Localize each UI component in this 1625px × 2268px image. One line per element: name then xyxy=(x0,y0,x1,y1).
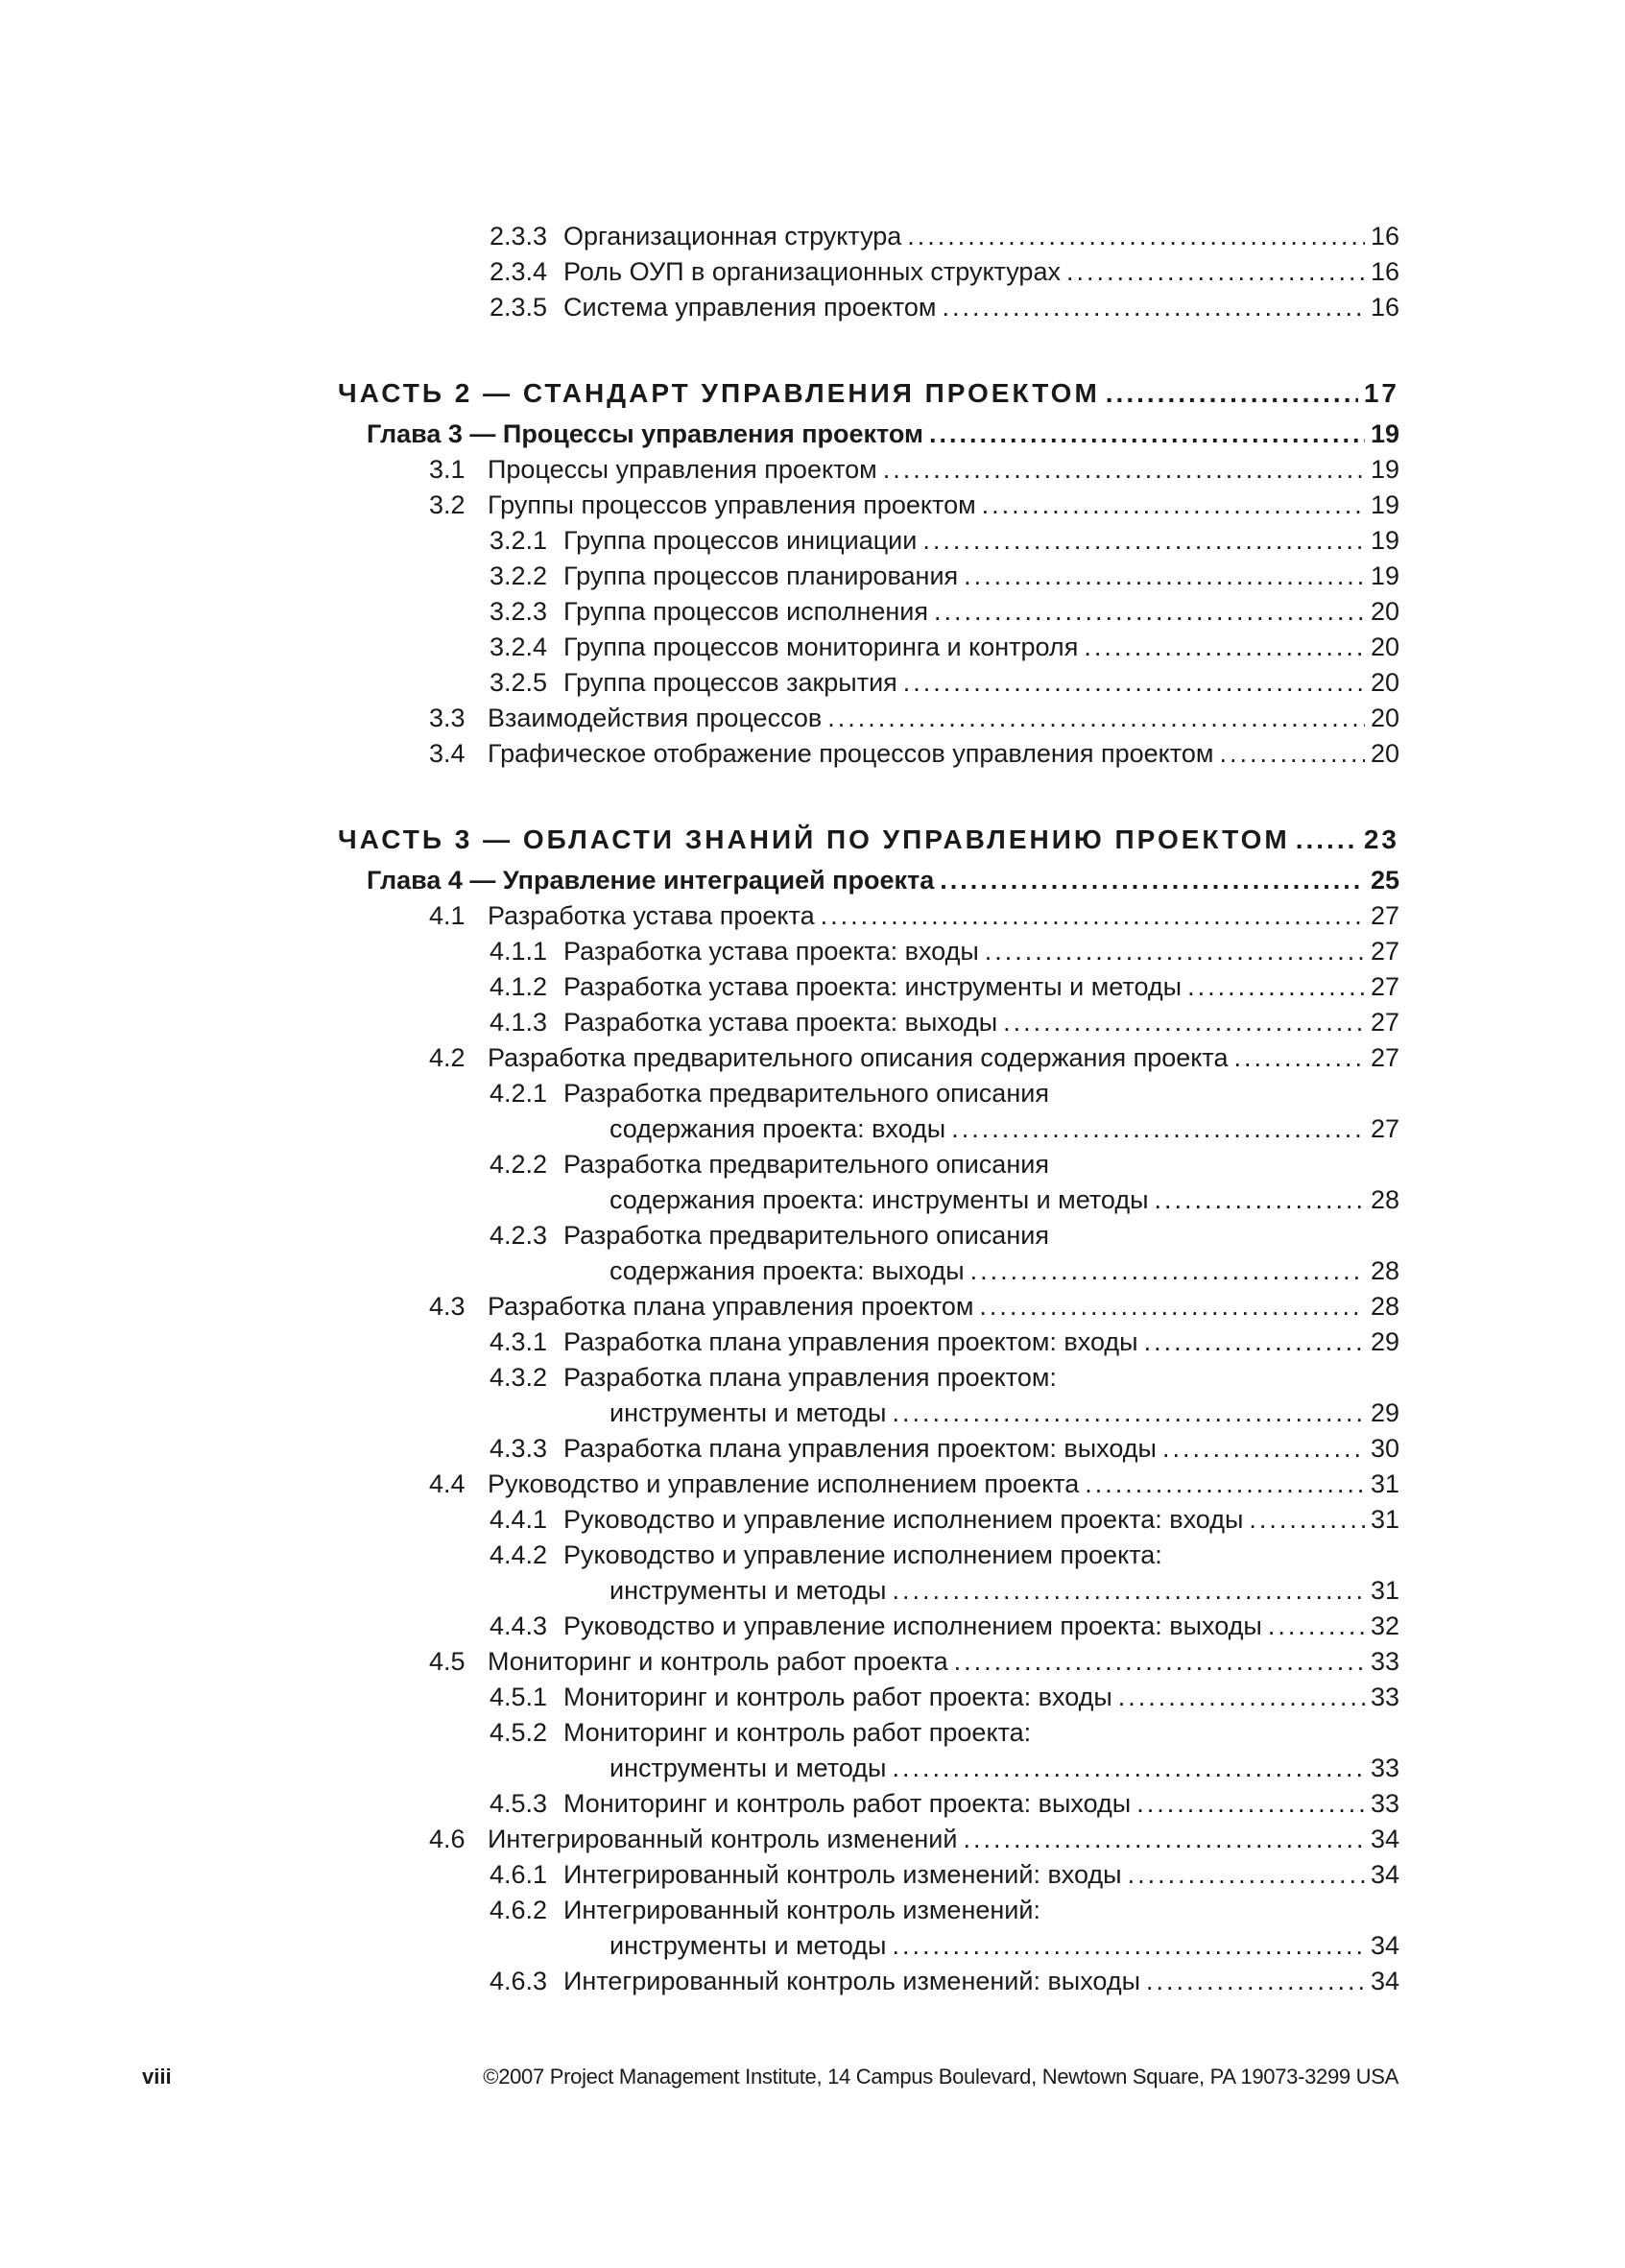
toc-chapter-entry[interactable] xyxy=(338,863,1399,898)
toc-entry-title: Группа процессов закрытия xyxy=(563,668,897,697)
toc-entry-number: 3.2.5 xyxy=(490,668,548,697)
toc-entry-number: 4.6.3 xyxy=(490,1967,548,1995)
toc-entry-title: Руководство и управление исполнением проекта: выходы xyxy=(563,1611,1262,1640)
toc-entry-title: Разработка предварительного описания xyxy=(563,1221,1049,1250)
toc-part-entry[interactable] xyxy=(338,817,1399,863)
toc-entry-title: Организационная структура xyxy=(563,222,902,251)
toc-entry-number: 4.4.1 xyxy=(490,1505,548,1534)
toc-page-number: 19 xyxy=(1370,455,1399,484)
toc-page-number: 32 xyxy=(1370,1611,1399,1640)
toc-entry[interactable] xyxy=(338,701,1399,736)
toc-entry[interactable] xyxy=(338,452,1399,488)
toc-entry-number: 4.1.3 xyxy=(490,1008,548,1037)
toc-entry-number: 2.3.4 xyxy=(490,257,548,286)
copyright-notice: ©2007 Project Management Institute, 14 Campus Boulevard, Newtown Square, PA 19073-3299 USA xyxy=(483,2065,1398,2089)
toc-page-number: 28 xyxy=(1370,1256,1399,1285)
toc-page-number: 34 xyxy=(1370,1931,1399,1960)
toc-entry-title: Группа процессов исполнения xyxy=(563,597,928,626)
toc-entry[interactable] xyxy=(338,1644,1399,1680)
toc-page-number: 29 xyxy=(1370,1398,1399,1427)
toc-entry-number: 3.1 xyxy=(429,455,466,484)
toc-page-number: 27 xyxy=(1370,1008,1399,1037)
dot-leader xyxy=(982,488,1365,523)
toc-page-number: 33 xyxy=(1370,1789,1399,1818)
toc-entry[interactable] xyxy=(338,1218,1399,1253)
toc-entry-number: 4.3 xyxy=(429,1292,466,1321)
toc-entry-number: 3.2.2 xyxy=(490,561,548,590)
toc-page-number: 31 xyxy=(1370,1576,1399,1605)
toc-entry-number: 4.3.3 xyxy=(490,1434,548,1463)
toc-entry-title: Процессы управления проектом xyxy=(488,455,877,484)
toc-entry-number: 4.6.1 xyxy=(490,1860,548,1889)
dot-leader xyxy=(1219,736,1365,772)
dot-leader xyxy=(942,290,1365,325)
toc-entry[interactable] xyxy=(338,1822,1399,1857)
toc-page-number: 30 xyxy=(1370,1434,1399,1463)
toc-page-number: 28 xyxy=(1370,1185,1399,1214)
toc-entry-title: Мониторинг и контроль работ проекта: входы xyxy=(563,1683,1112,1711)
toc-entry-title: Группа процессов инициации xyxy=(563,526,918,555)
toc-entry-title: Разработка устава проекта xyxy=(488,901,815,930)
dot-leader xyxy=(951,1111,1365,1147)
toc-entry[interactable] xyxy=(338,898,1399,934)
toc-entry-number: 4.1 xyxy=(429,901,466,930)
toc-entry-number: 3.2 xyxy=(429,490,466,519)
toc-page-number: 16 xyxy=(1370,293,1399,322)
toc-entry-title: Разработка плана управления проектом xyxy=(488,1292,974,1321)
toc-page-number: 33 xyxy=(1370,1647,1399,1676)
toc-entry-number: 4.6.2 xyxy=(490,1896,548,1924)
toc-entry[interactable] xyxy=(338,630,1399,665)
toc-entry-title: Взаимодействия процессов xyxy=(488,704,823,732)
toc-page-number: 33 xyxy=(1370,1683,1399,1711)
toc-entry-title: Интегрированный контроль изменений: xyxy=(563,1896,1040,1924)
toc-entry[interactable] xyxy=(338,1680,1399,1715)
toc-entry-title: Разработка предварительного описания xyxy=(563,1079,1049,1108)
toc-entry-title: Роль ОУП в организационных структурах xyxy=(563,257,1061,286)
toc-entry[interactable] xyxy=(338,1182,1399,1218)
toc-entry-title: Мониторинг и контроль работ проекта: xyxy=(563,1718,1032,1747)
toc-entry[interactable] xyxy=(338,969,1399,1005)
toc-page-number: 16 xyxy=(1370,257,1399,286)
dot-leader xyxy=(1136,1786,1365,1822)
toc-entry-number: 4.4 xyxy=(429,1469,466,1498)
toc-entry-title: содержания проекта: инструменты и методы xyxy=(609,1185,1149,1214)
dot-leader xyxy=(1085,1467,1365,1502)
toc-entry[interactable] xyxy=(338,1467,1399,1502)
dot-leader xyxy=(1146,1964,1365,1999)
toc-page-number: 23 xyxy=(1363,824,1399,854)
dot-leader xyxy=(970,1253,1365,1289)
dot-leader xyxy=(963,1822,1364,1857)
toc-part-entry[interactable] xyxy=(338,370,1399,417)
toc-entry[interactable] xyxy=(338,1786,1399,1822)
dot-leader xyxy=(883,452,1365,488)
toc-entry[interactable] xyxy=(338,1005,1399,1040)
toc-entry[interactable] xyxy=(338,219,1399,254)
dot-leader xyxy=(1162,1431,1365,1467)
toc-entry[interactable] xyxy=(338,1289,1399,1325)
toc-entry[interactable] xyxy=(338,1360,1399,1396)
toc-page-number: 27 xyxy=(1370,1043,1399,1072)
toc-entry[interactable] xyxy=(338,736,1399,772)
dot-leader xyxy=(1187,969,1365,1005)
toc-entry-number: 3.3 xyxy=(429,704,466,732)
toc-entry[interactable] xyxy=(338,1538,1399,1573)
toc-entry-title: Разработка устава проекта: инструменты и методы xyxy=(563,972,1183,1001)
toc-entry-number: 4.3.2 xyxy=(490,1363,548,1392)
toc-entry-number: 4.5.1 xyxy=(490,1683,548,1711)
toc-entry[interactable] xyxy=(338,665,1399,701)
toc-page-number: 20 xyxy=(1370,704,1399,732)
toc-entry-title: Графическое отображение процессов управления проектом xyxy=(488,739,1214,768)
toc-entry-title: Мониторинг и контроль работ проекта xyxy=(488,1647,948,1676)
toc-entry-title: содержания проекта: выходы xyxy=(609,1256,965,1285)
dot-leader xyxy=(1106,370,1358,417)
toc-entry-title: Разработка плана управления проектом: xyxy=(563,1363,1057,1392)
table-of-contents xyxy=(338,219,1399,1999)
toc-entry-number: 3.4 xyxy=(429,739,466,768)
dot-leader xyxy=(929,417,1365,452)
toc-entry-number: 2.3.5 xyxy=(490,293,548,322)
dot-leader xyxy=(1144,1325,1365,1360)
toc-entry-number: 2.3.3 xyxy=(490,222,548,251)
toc-page-number: 25 xyxy=(1370,866,1399,895)
toc-entry-title: Глава 3 — Процессы управления проектом xyxy=(367,419,923,448)
dot-leader xyxy=(907,219,1365,254)
toc-page-number: 20 xyxy=(1370,668,1399,697)
toc-page-number: 19 xyxy=(1370,419,1399,448)
dot-leader xyxy=(821,898,1365,934)
toc-page-number: 27 xyxy=(1370,937,1399,966)
toc-entry-number: 4.4.3 xyxy=(490,1611,548,1640)
toc-entry-title: Группа процессов мониторинга и контроля xyxy=(563,633,1079,661)
toc-entry-number: 4.5.2 xyxy=(490,1718,548,1747)
dot-leader xyxy=(1155,1182,1365,1218)
toc-entry-number: 4.4.2 xyxy=(490,1540,548,1569)
toc-page-number: 19 xyxy=(1370,526,1399,555)
toc-entry-title: Группы процессов управления проектом xyxy=(488,490,976,519)
toc-entry[interactable] xyxy=(338,1715,1399,1751)
toc-entry[interactable] xyxy=(338,1609,1399,1644)
toc-entry[interactable] xyxy=(338,1502,1399,1538)
dot-leader xyxy=(1249,1502,1365,1538)
toc-entry-title: Глава 4 — Управление интеграцией проекта xyxy=(367,866,935,895)
toc-entry[interactable] xyxy=(338,1573,1399,1609)
toc-page-number: 28 xyxy=(1370,1292,1399,1321)
dot-leader xyxy=(934,594,1365,630)
toc-entry[interactable] xyxy=(338,594,1399,630)
dot-leader xyxy=(1296,817,1358,863)
toc-page-number: 27 xyxy=(1370,972,1399,1001)
toc-entry[interactable] xyxy=(338,523,1399,559)
toc-entry[interactable] xyxy=(338,1147,1399,1182)
toc-entry-number: 4.5 xyxy=(429,1647,466,1676)
dot-leader xyxy=(979,1289,1365,1325)
toc-entry-number: 4.1.1 xyxy=(490,937,548,966)
toc-page-number: 20 xyxy=(1370,633,1399,661)
dot-leader xyxy=(922,523,1365,559)
toc-entry-title: Система управления проектом xyxy=(563,293,937,322)
toc-entry-title: содержания проекта: входы xyxy=(609,1114,946,1143)
dot-leader xyxy=(892,1928,1365,1964)
toc-page-number: 33 xyxy=(1370,1754,1399,1782)
dot-leader xyxy=(892,1573,1365,1609)
toc-page-number: 34 xyxy=(1370,1825,1399,1853)
toc-entry-title: Группа процессов планирования xyxy=(563,561,959,590)
toc-entry-number: 4.3.1 xyxy=(490,1327,548,1356)
section-gap xyxy=(338,325,1399,354)
toc-entry-title: Руководство и управление исполнением проекта: входы xyxy=(563,1505,1244,1534)
toc-entry[interactable] xyxy=(338,1111,1399,1147)
toc-page-number: 34 xyxy=(1370,1860,1399,1889)
dot-leader xyxy=(892,1396,1365,1431)
dot-leader xyxy=(903,665,1365,701)
toc-entry-title: Руководство и управление исполнением проекта: xyxy=(563,1540,1162,1569)
toc-entry-title: Разработка плана управления проектом: выходы xyxy=(563,1434,1157,1463)
toc-entry-title: Руководство и управление исполнением проекта xyxy=(488,1469,1080,1498)
section-gap xyxy=(338,772,1399,800)
dot-leader xyxy=(940,863,1365,898)
toc-page-number: 27 xyxy=(1370,901,1399,930)
toc-entry-title: Разработка предварительного описания содержания проекта xyxy=(488,1043,1229,1072)
toc-entry-title: инструменты и методы xyxy=(609,1576,887,1605)
toc-entry-number: 4.2.2 xyxy=(490,1150,548,1179)
toc-page-number: 29 xyxy=(1370,1327,1399,1356)
toc-page-number: 20 xyxy=(1370,597,1399,626)
toc-entry-number: 3.2.3 xyxy=(490,597,548,626)
dot-leader xyxy=(954,1644,1365,1680)
toc-entry[interactable] xyxy=(338,1928,1399,1964)
toc-page-number: 19 xyxy=(1370,561,1399,590)
toc-entry[interactable] xyxy=(338,1325,1399,1360)
toc-entry-title: инструменты и методы xyxy=(609,1931,887,1960)
toc-entry[interactable] xyxy=(338,1431,1399,1467)
toc-entry[interactable] xyxy=(338,1893,1399,1928)
toc-chapter-entry[interactable] xyxy=(338,417,1399,452)
toc-page-number: 34 xyxy=(1370,1967,1399,1995)
toc-entry-title: Интегрированный контроль изменений xyxy=(488,1825,958,1853)
toc-entry-title: Интегрированный контроль изменений: выходы xyxy=(563,1967,1140,1995)
toc-entry[interactable] xyxy=(338,1396,1399,1431)
toc-page-number: 27 xyxy=(1370,1114,1399,1143)
dot-leader xyxy=(1084,630,1365,665)
toc-entry-title: Интегрированный контроль изменений: входы xyxy=(563,1860,1122,1889)
toc-page-number: 16 xyxy=(1370,222,1399,251)
toc-entry-number: 4.1.2 xyxy=(490,972,548,1001)
toc-entry-title: ЧАСТЬ 2 — СТАНДАРТ УПРАВЛЕНИЯ ПРОЕКТОМ xyxy=(338,378,1100,408)
toc-page-number: 31 xyxy=(1370,1469,1399,1498)
toc-entry-title: Разработка устава проекта: входы xyxy=(563,937,979,966)
toc-entry[interactable] xyxy=(338,1253,1399,1289)
dot-leader xyxy=(892,1751,1365,1786)
toc-entry[interactable] xyxy=(338,934,1399,969)
dot-leader xyxy=(1066,254,1365,290)
dot-leader xyxy=(1003,1005,1365,1040)
toc-entry-number: 4.6 xyxy=(429,1825,466,1853)
toc-page-number: 17 xyxy=(1363,378,1399,408)
page-number: viii xyxy=(142,2065,172,2089)
toc-entry[interactable] xyxy=(338,488,1399,523)
dot-leader xyxy=(964,559,1365,594)
toc-entry-number: 3.2.1 xyxy=(490,526,548,555)
toc-entry-number: 4.2.1 xyxy=(490,1079,548,1108)
toc-entry[interactable] xyxy=(338,1751,1399,1786)
toc-entry-title: инструменты и методы xyxy=(609,1754,887,1782)
toc-entry-title: Мониторинг и контроль работ проекта: выходы xyxy=(563,1789,1132,1818)
toc-entry-title: Разработка устава проекта: выходы xyxy=(563,1008,998,1037)
dot-leader xyxy=(827,701,1365,736)
toc-page-number: 31 xyxy=(1370,1505,1399,1534)
dot-leader xyxy=(1234,1040,1365,1076)
toc-entry[interactable] xyxy=(338,1857,1399,1893)
toc-entry[interactable] xyxy=(338,1964,1399,1999)
dot-leader xyxy=(1128,1857,1365,1893)
dot-leader xyxy=(1118,1680,1365,1715)
toc-entry-title: ЧАСТЬ 3 — ОБЛАСТИ ЗНАНИЙ ПО УПРАВЛЕНИЮ ПРОЕКТОМ xyxy=(338,824,1290,854)
toc-entry[interactable] xyxy=(338,1040,1399,1076)
toc-entry[interactable] xyxy=(338,254,1399,290)
dot-leader xyxy=(1268,1609,1365,1644)
toc-entry-number: 4.2 xyxy=(429,1043,466,1072)
toc-entry-number: 4.2.3 xyxy=(490,1221,548,1250)
toc-entry[interactable] xyxy=(338,1076,1399,1111)
dot-leader xyxy=(985,934,1365,969)
toc-entry-title: Разработка плана управления проектом: входы xyxy=(563,1327,1138,1356)
toc-entry-title: Разработка предварительного описания xyxy=(563,1150,1049,1179)
toc-page-number: 19 xyxy=(1370,490,1399,519)
toc-entry-title: инструменты и методы xyxy=(609,1398,887,1427)
toc-entry[interactable] xyxy=(338,290,1399,325)
toc-entry-number: 3.2.4 xyxy=(490,633,548,661)
toc-entry-number: 4.5.3 xyxy=(490,1789,548,1818)
toc-page-number: 20 xyxy=(1370,739,1399,768)
toc-entry[interactable] xyxy=(338,559,1399,594)
